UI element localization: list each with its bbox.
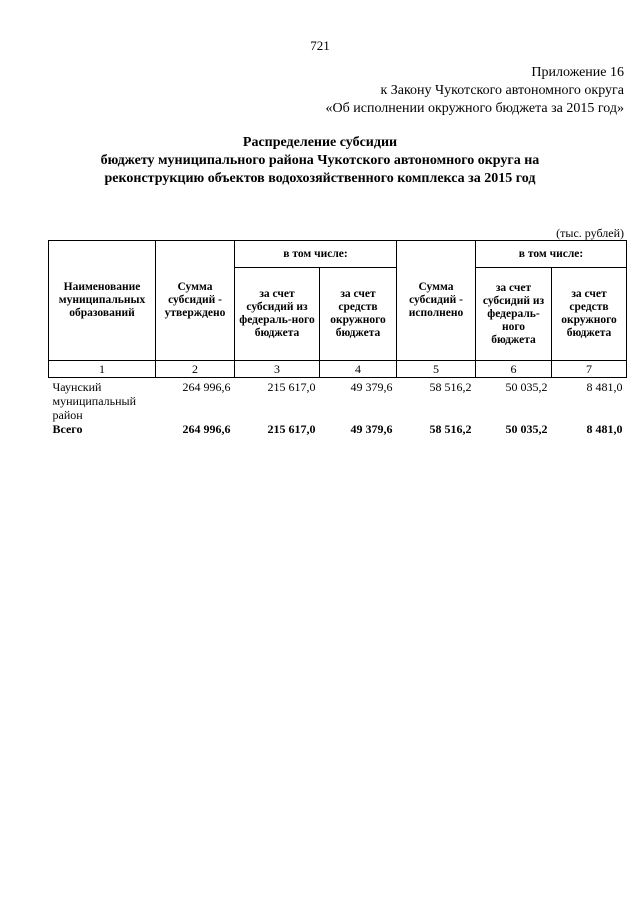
header-executed: Сумма субсидий - исполнено <box>397 241 476 361</box>
cell-approved: 264 996,6 <box>182 380 231 394</box>
header-federal: за счет субсидий из федераль-ного бюджета <box>476 268 552 361</box>
total-district: 49 379,6 <box>350 422 393 436</box>
total-approved: 264 996,6 <box>182 422 231 436</box>
column-number: 6 <box>476 361 552 378</box>
header-including: в том числе: <box>476 241 627 268</box>
appendix-line: «Об исполнении окружного бюджета за 2015 год» <box>325 101 624 116</box>
total-label: Всего <box>52 422 83 436</box>
cell-executed: 58 516,2 <box>429 380 472 394</box>
document-title <box>20 134 620 188</box>
column-number: 7 <box>552 361 627 378</box>
cell-federal: 50 035,2 <box>505 380 548 394</box>
total-executed: 58 516,2 <box>429 422 472 436</box>
header-approved: Сумма субсидий - утверждено <box>156 241 235 361</box>
header-district: за счет средств окружного бюджета <box>320 268 397 361</box>
table-row <box>49 378 627 423</box>
cell-district: 8 481,0 <box>586 380 623 394</box>
total-row <box>49 422 627 436</box>
header-federal: за счет субсидий из федераль-ного бюджета <box>235 268 320 361</box>
appendix-note <box>326 64 624 118</box>
title-line: реконструкцию объектов водохозяйственного комплекса за 2015 год <box>104 171 536 186</box>
column-number: 1 <box>49 361 156 378</box>
column-number-row <box>49 361 627 378</box>
appendix-line: Приложение 16 <box>531 65 624 80</box>
column-number: 3 <box>235 361 320 378</box>
total-district: 8 481,0 <box>586 422 623 436</box>
cell-federal: 215 617,0 <box>267 380 316 394</box>
subsidy-table <box>48 240 627 436</box>
cell-district: 49 379,6 <box>350 380 393 394</box>
units-label: (тыс. рублей) <box>556 226 624 240</box>
page-number: 721 <box>310 38 330 53</box>
column-number: 5 <box>397 361 476 378</box>
column-number: 2 <box>156 361 235 378</box>
total-federal: 215 617,0 <box>267 422 316 436</box>
total-federal: 50 035,2 <box>505 422 548 436</box>
header-including: в том числе: <box>235 241 397 268</box>
appendix-line: к Закону Чукотского автономного округа <box>380 83 624 98</box>
cell-name: Чаунский муниципальный район <box>52 380 137 422</box>
column-number: 4 <box>320 361 397 378</box>
header-district: за счет средств окружного бюджета <box>552 268 627 361</box>
title-line: Распределение субсидии <box>242 135 398 150</box>
header-name: Наименование муниципальных образований <box>49 241 156 361</box>
title-line: бюджету муниципального района Чукотского автономного округа на <box>100 153 540 168</box>
